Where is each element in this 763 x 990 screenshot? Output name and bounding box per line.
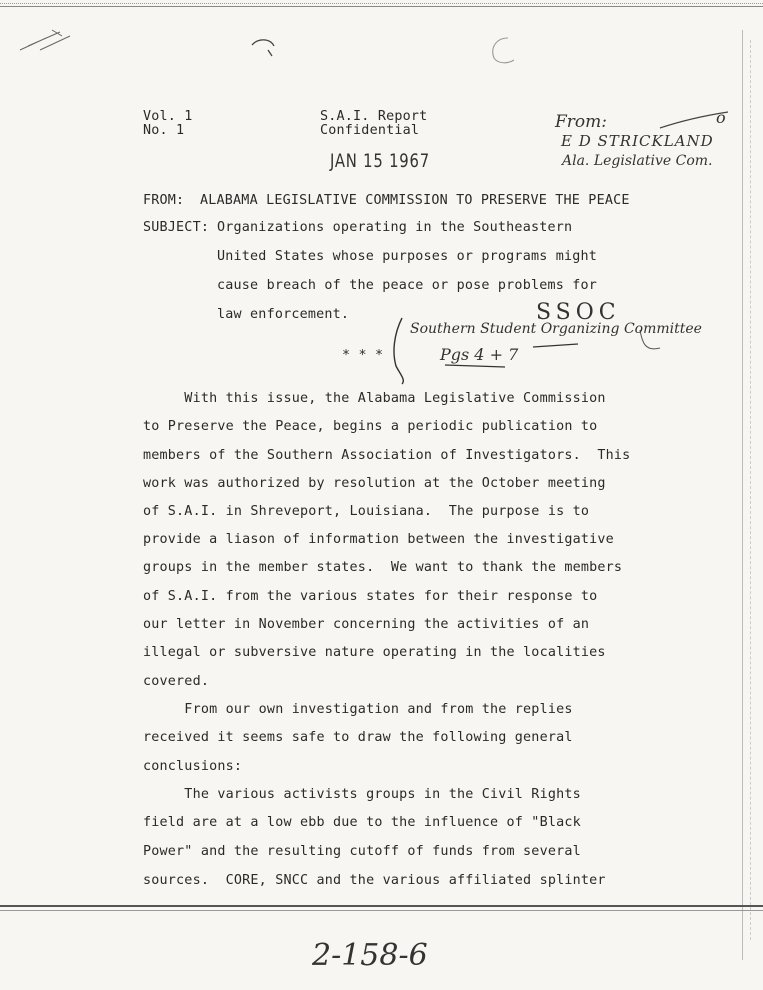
body-line: received it seems safe to draw the following general — [143, 730, 573, 745]
handwritten-pages: Pgs 4 + 7 — [440, 345, 519, 364]
body-line: of S.A.I. in Shreveport, Louisiana. The purpose is to — [143, 504, 590, 519]
page-bottom-rule-thin — [0, 910, 763, 911]
subject-line: Organizations operating in the Southeastern — [217, 220, 573, 235]
punch-mark-left — [252, 40, 274, 56]
report-title: S.A.I. Report — [320, 109, 428, 124]
scan-edge-top-dotted — [0, 0, 763, 4]
corner-scratch — [20, 30, 70, 50]
handwritten-ssoc-full: Southern Student Organizing Committee — [410, 321, 702, 337]
body-line: members of the Southern Association of Investigators. This — [143, 448, 631, 463]
handwritten-from-label: From: — [555, 112, 608, 132]
body-line: conclusions: — [143, 759, 243, 774]
classification: Confidential — [320, 123, 420, 138]
body-line: illegal or subversive nature operating in the localities — [143, 645, 606, 660]
subject-line: law enforcement. — [217, 307, 350, 322]
body-line: groups in the member states. We want to thank the members — [143, 560, 623, 575]
handwritten-from-name: E D STRICKLAND — [561, 132, 714, 150]
body-line: The various activists groups in the Civil Rights — [143, 787, 581, 802]
subject-label: SUBJECT: — [143, 220, 210, 235]
body-line: With this issue, the Alabama Legislative Commission — [143, 391, 606, 406]
from-value: ALABAMA LEGISLATIVE COMMISSION TO PRESERVE THE PEACE — [200, 193, 630, 208]
handwritten-bracket — [394, 318, 403, 384]
from-label: FROM: — [143, 193, 185, 208]
body-line: field are at a low ebb due to the influence of "Black — [143, 815, 581, 830]
punch-mark-right — [493, 38, 514, 63]
body-line: From our own investigation and from the replies — [143, 702, 573, 717]
body-line: covered. — [143, 674, 210, 689]
handwritten-doc-number: 2-158-6 — [312, 938, 428, 973]
date-stamp: JAN 15 1967 — [330, 150, 430, 172]
body-line: our letter in November concerning the activities of an — [143, 617, 590, 632]
scan-edge-right-dashed — [750, 40, 751, 940]
handwritten-from-org: Ala. Legislative Com. — [562, 153, 713, 169]
subject-line: cause breach of the peace or pose problems for — [217, 278, 598, 293]
body-line: of S.A.I. from the various states for their response to — [143, 589, 598, 604]
scan-edge-right — [742, 30, 743, 960]
handwritten-ssoc: SSOC — [536, 300, 621, 325]
body-line: Power" and the resulting cutoff of funds from several — [143, 844, 581, 859]
scan-edge-top — [0, 6, 763, 7]
section-separator: * * * — [342, 348, 384, 363]
page-bottom-rule — [0, 905, 763, 907]
body-line: work was authorized by resolution at the October meeting — [143, 476, 606, 491]
vol-label: Vol. 1 — [143, 109, 193, 124]
body-line: to Preserve the Peace, begins a periodic publication to — [143, 419, 598, 434]
handwritten-mark: o — [716, 108, 726, 127]
handwritten-underline-pages — [445, 365, 505, 367]
body-line: sources. CORE, SNCC and the various affiliated splinter — [143, 873, 606, 888]
body-line: provide a liason of information between the investigative — [143, 532, 614, 547]
subject-line: United States whose purposes or programs might — [217, 249, 598, 264]
no-label: No. 1 — [143, 123, 185, 138]
handwritten-underline — [533, 344, 578, 347]
